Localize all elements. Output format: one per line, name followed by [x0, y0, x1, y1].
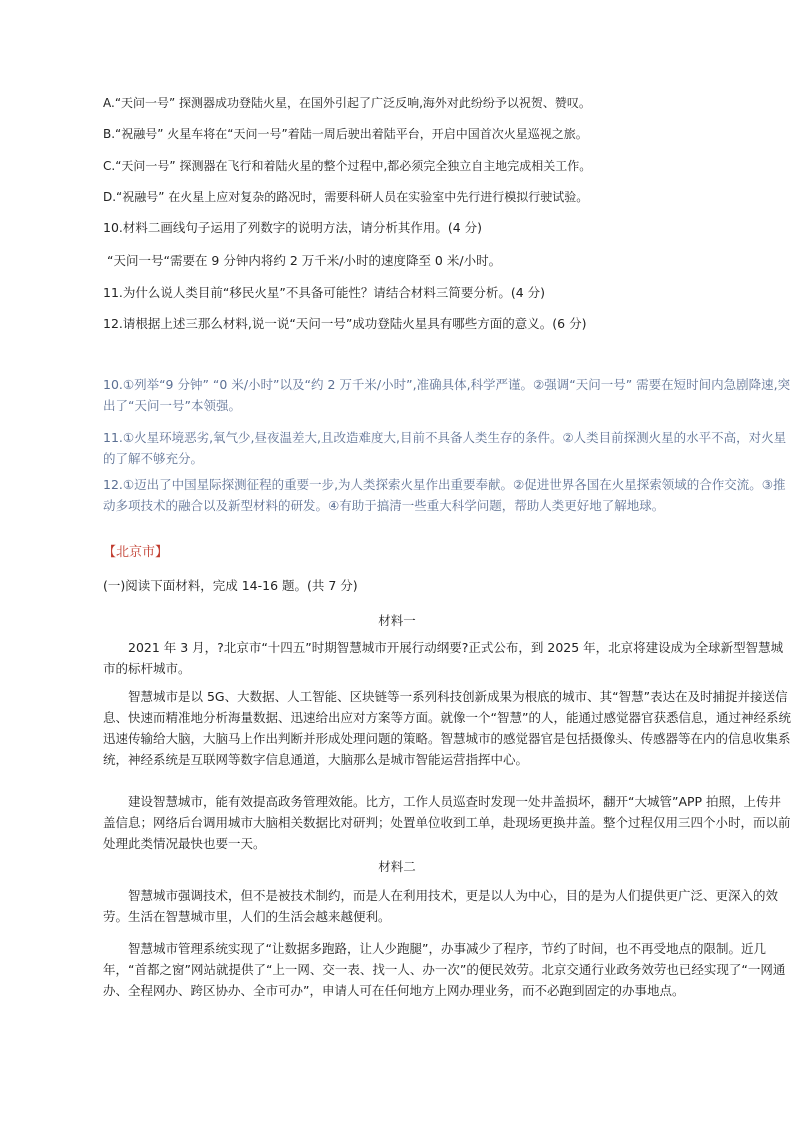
material-2-paragraph-1: 智慧城市强调技术，但不是被技术制约，而是人在利用技术，更是以人为中心，目的是为人们提供更广泛、更深入的效劳。生活在智慧城市里，人们的生活会越来越便利。: [103, 888, 779, 924]
answer-10: 10.①列举“9 分钟” “0 米/小时”以及“约 2 万千米/小时”,准确具体,科学严谨。②强调“天问一号” 需要在短时间内急剧降速,突出了“天问一号”本领强。: [103, 377, 791, 413]
option-d: D.“祝融号” 在火星上应对复杂的路况时，需要科研人员在实验室中先行进行模拟行驶试验。: [103, 190, 589, 204]
material-1-paragraph-1: 2021 年 3 月，?北京市“十四五”时期智慧城市开展行动纲要?正式公布，到 2025 年，北京将建设成为全球新型智慧城市的标杆城市。: [103, 640, 784, 676]
option-b: B.“祝融号” 火星车将在“天问一号”着陆一周后驶出着陆平台，开启中国首次火星巡视之旅。: [103, 127, 588, 141]
answer-12: 12.①迈出了中国星际探测征程的重要一步,为人类探索火星作出重要奉献。②促进世界各国在火星探索领域的合作交流。③推动多项技术的融合以及新型材料的研发。④有助于搞清一些重大科学问题，帮助人类更好地了解地球。: [103, 477, 786, 513]
answer-11: 11.①火星环境恶劣,氧气少,昼夜温差大,且改造难度大,目前不具备人类生存的条件。②人类目前探测火星的水平不高，对火星的了解不够充分。: [103, 430, 787, 466]
question-12: 12.请根据上述三那么材料,说一说“天问一号”成功登陆火星具有哪些方面的意义。(6 分): [103, 316, 587, 331]
material-2-title: 材料二: [378, 859, 416, 874]
material-1-paragraph-3: 建设智慧城市，能有效提高政务管理效能。比方，工作人员巡查时发现一处井盖损坏，翻开“大城管”APP 拍照，上传井盖信息；网络后台调用城市大脑相关数据比对研判；处置单位收到工单，赴现场更换井盖。整个过程仅用三四个小时，而以前处理此类情况最快也要一天。: [103, 794, 791, 851]
material-1-title: 材料一: [378, 613, 416, 628]
city-heading: 【北京市】: [103, 545, 169, 560]
question-10-quote: “天问一号“需要在 9 分钟内将约 2 万千米/小时的速度降至 0 米/小时。: [107, 253, 502, 268]
question-10: 10.材料二画线句子运用了列数字的说明方法，请分析其作用。(4 分): [103, 220, 483, 235]
option-a: A.“天问一号” 探测器成功登陆火星，在国外引起了广泛反响,海外对此纷纷予以祝贺、赞叹。: [103, 96, 591, 110]
material-2-paragraph-2: 智慧城市管理系统实现了“让数据多跑路，让人少跑腿”，办事减少了程序，节约了时间，也不再受地点的限制。近几年，“首都之窗”网站就提供了“上一网、交一表、找一人、办一次”的便民效劳。北京交通行业政务效劳也已经实现了“一网通办、全程网办、跨区协办、全市可办”，申请人可在任何地方上网办理业务，而不必跑到固定的办事地点。: [103, 941, 786, 998]
material-1-paragraph-2: 智慧城市是以 5G、大数据、人工智能、区块链等一系列科技创新成果为根底的城市、其“智慧”表达在及时捕捉并接送信息、快速而精准地分析海量数据、迅速给出应对方案等方面。就像一个“智慧”的人，能通过感觉器官获悉信息，通过神经系统迅速传输给大脑，大脑马上作出判断并形成处理问题的策略。智慧城市的感觉器官是包括摄像头、传感器等在内的信息收集系统，神经系统是互联网等数字信息通道，大脑那么是城市智能运营指挥中心。: [103, 689, 791, 767]
reading-intro: (一)阅读下面材料，完成 14-16 题。(共 7 分): [103, 578, 358, 593]
question-11: 11.为什么说人类目前“移民火星”不具备可能性？请结合材料三简要分析。(4 分): [103, 285, 546, 300]
option-c: C.“天问一号” 探测器在飞行和着陆火星的整个过程中,都必须完全独立自主地完成相关工作。: [103, 159, 592, 173]
